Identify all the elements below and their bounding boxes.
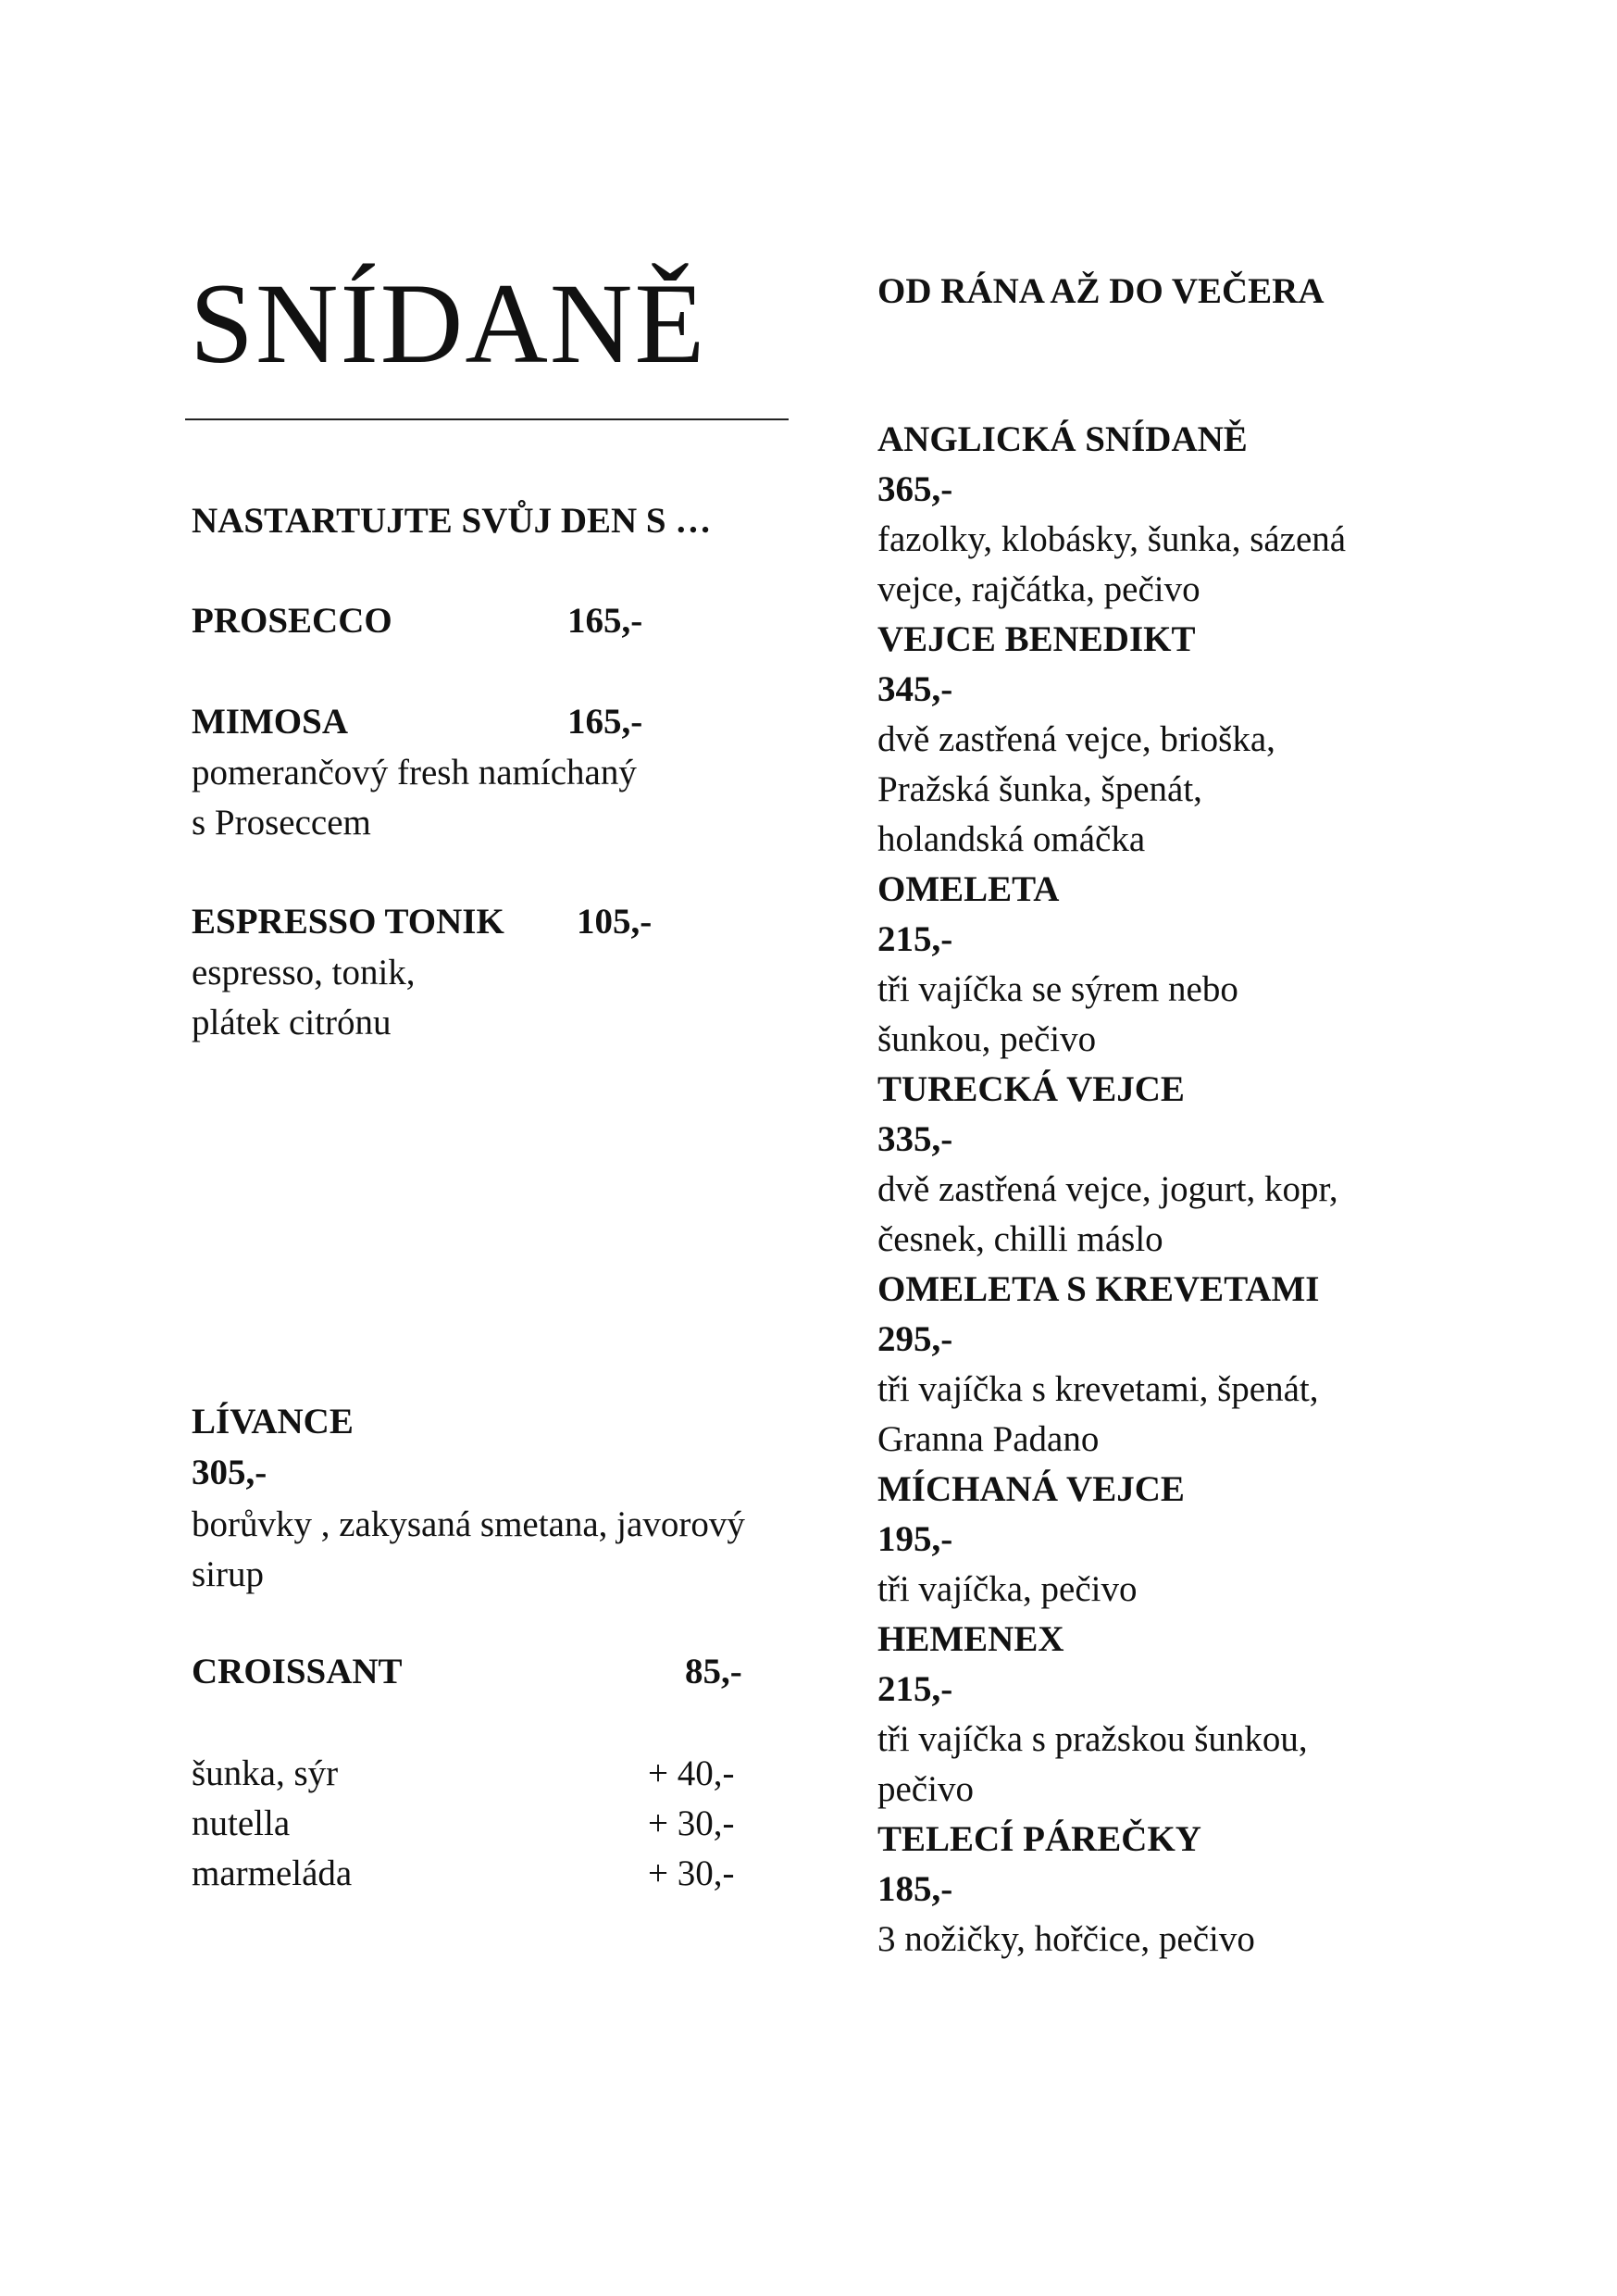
menu-item-name: VEJCE BENEDIKT bbox=[877, 619, 1196, 659]
menu-item-name: TURECKÁ VEJCE bbox=[877, 1069, 1185, 1109]
item-price-croissant: 85,- bbox=[685, 1652, 742, 1691]
croissant-extra-price: + 30,- bbox=[648, 1803, 735, 1843]
item-price-mimosa: 165,- bbox=[567, 702, 643, 742]
menu-item-price: 215,- bbox=[877, 919, 953, 959]
croissant-extra-label: nutella bbox=[192, 1803, 291, 1843]
item-desc-livance-line-1: borůvky , zakysaná smetana, javorový bbox=[192, 1504, 745, 1544]
item-desc-espresso-tonik-line-1: espresso, tonik, bbox=[192, 953, 416, 992]
menu-item-price: 195,- bbox=[877, 1519, 953, 1559]
menu-item-desc: pečivo bbox=[877, 1769, 974, 1809]
menu-item-name: MÍCHANÁ VEJCE bbox=[877, 1469, 1185, 1509]
menu-item-desc: dvě zastřená vejce, jogurt, kopr, bbox=[877, 1169, 1338, 1209]
menu-item bbox=[877, 1615, 1396, 1815]
croissant-extra-label: marmeláda bbox=[192, 1853, 353, 1893]
menu-item-desc: šunkou, pečivo bbox=[877, 1019, 1097, 1059]
menu-item-desc: tři vajíčka, pečivo bbox=[877, 1569, 1138, 1609]
menu-item-price: 345,- bbox=[877, 669, 953, 709]
menu-item-name: OMELETA bbox=[877, 869, 1060, 909]
page-title: SNÍDANĚ bbox=[190, 260, 707, 387]
title-divider bbox=[185, 418, 789, 420]
item-name-espresso-tonik: ESPRESSO TONIK bbox=[192, 902, 504, 942]
menu-item-desc: vejce, rajčátka, pečivo bbox=[877, 569, 1200, 609]
menu-item-name: TELECÍ PÁREČKY bbox=[877, 1819, 1201, 1859]
item-name-mimosa: MIMOSA bbox=[192, 702, 348, 742]
menu-item-desc: 3 nožičky, hořčice, pečivo bbox=[877, 1919, 1255, 1959]
item-price-espresso-tonik: 105,- bbox=[577, 902, 653, 942]
menu-item bbox=[877, 865, 1396, 1065]
menu-item-list bbox=[877, 415, 1396, 1965]
menu-item bbox=[877, 615, 1396, 865]
intro-heading: NASTARTUJTE SVŮJ DEN S … bbox=[192, 501, 712, 541]
menu-item-price: 365,- bbox=[877, 469, 953, 509]
menu-item bbox=[877, 1065, 1396, 1265]
item-desc-mimosa-line-2: s Proseccem bbox=[192, 803, 371, 842]
menu-item bbox=[877, 415, 1396, 615]
menu-item-name: HEMENEX bbox=[877, 1619, 1064, 1659]
item-name-livance: LÍVANCE bbox=[192, 1402, 354, 1441]
menu-item-desc: česnek, chilli máslo bbox=[877, 1219, 1163, 1259]
item-price-prosecco: 165,- bbox=[567, 601, 643, 641]
item-name-croissant: CROISSANT bbox=[192, 1652, 403, 1691]
menu-item-price: 295,- bbox=[877, 1319, 953, 1359]
item-name-prosecco: PROSECCO bbox=[192, 601, 392, 641]
menu-item bbox=[877, 1465, 1396, 1615]
croissant-extra-price: + 40,- bbox=[648, 1753, 735, 1793]
item-price-livance: 305,- bbox=[192, 1453, 267, 1492]
right-column-heading: OD RÁNA AŽ DO VEČERA bbox=[877, 271, 1325, 311]
menu-item-desc: tři vajíčka s pražskou šunkou, bbox=[877, 1719, 1308, 1759]
menu-item-desc: dvě zastřená vejce, brioška, bbox=[877, 719, 1275, 759]
menu-item-desc: Pražská šunka, špenát, bbox=[877, 769, 1202, 809]
menu-item-desc: tři vajíčka s krevetami, špenát, bbox=[877, 1369, 1319, 1409]
menu-item-desc: tři vajíčka se sýrem nebo bbox=[877, 969, 1238, 1009]
menu-item-name: OMELETA S KREVETAMI bbox=[877, 1269, 1320, 1309]
menu-item-price: 335,- bbox=[877, 1119, 953, 1159]
menu-item-desc: holandská omáčka bbox=[877, 819, 1146, 859]
croissant-extra-label: šunka, sýr bbox=[192, 1753, 339, 1793]
menu-item-desc: fazolky, klobásky, šunka, sázená bbox=[877, 519, 1347, 559]
item-desc-espresso-tonik-line-2: plátek citrónu bbox=[192, 1003, 392, 1042]
item-desc-livance-line-2: sirup bbox=[192, 1554, 264, 1594]
menu-item-desc: Granna Padano bbox=[877, 1419, 1100, 1459]
menu-item-price: 215,- bbox=[877, 1669, 953, 1709]
menu-item-name: ANGLICKÁ SNÍDANĚ bbox=[877, 419, 1248, 459]
menu-item bbox=[877, 1815, 1396, 1965]
menu-item bbox=[877, 1265, 1396, 1465]
item-desc-mimosa-line-1: pomerančový fresh namíchaný bbox=[192, 753, 637, 792]
menu-item-price: 185,- bbox=[877, 1869, 953, 1909]
croissant-extra-price: + 30,- bbox=[648, 1853, 735, 1893]
